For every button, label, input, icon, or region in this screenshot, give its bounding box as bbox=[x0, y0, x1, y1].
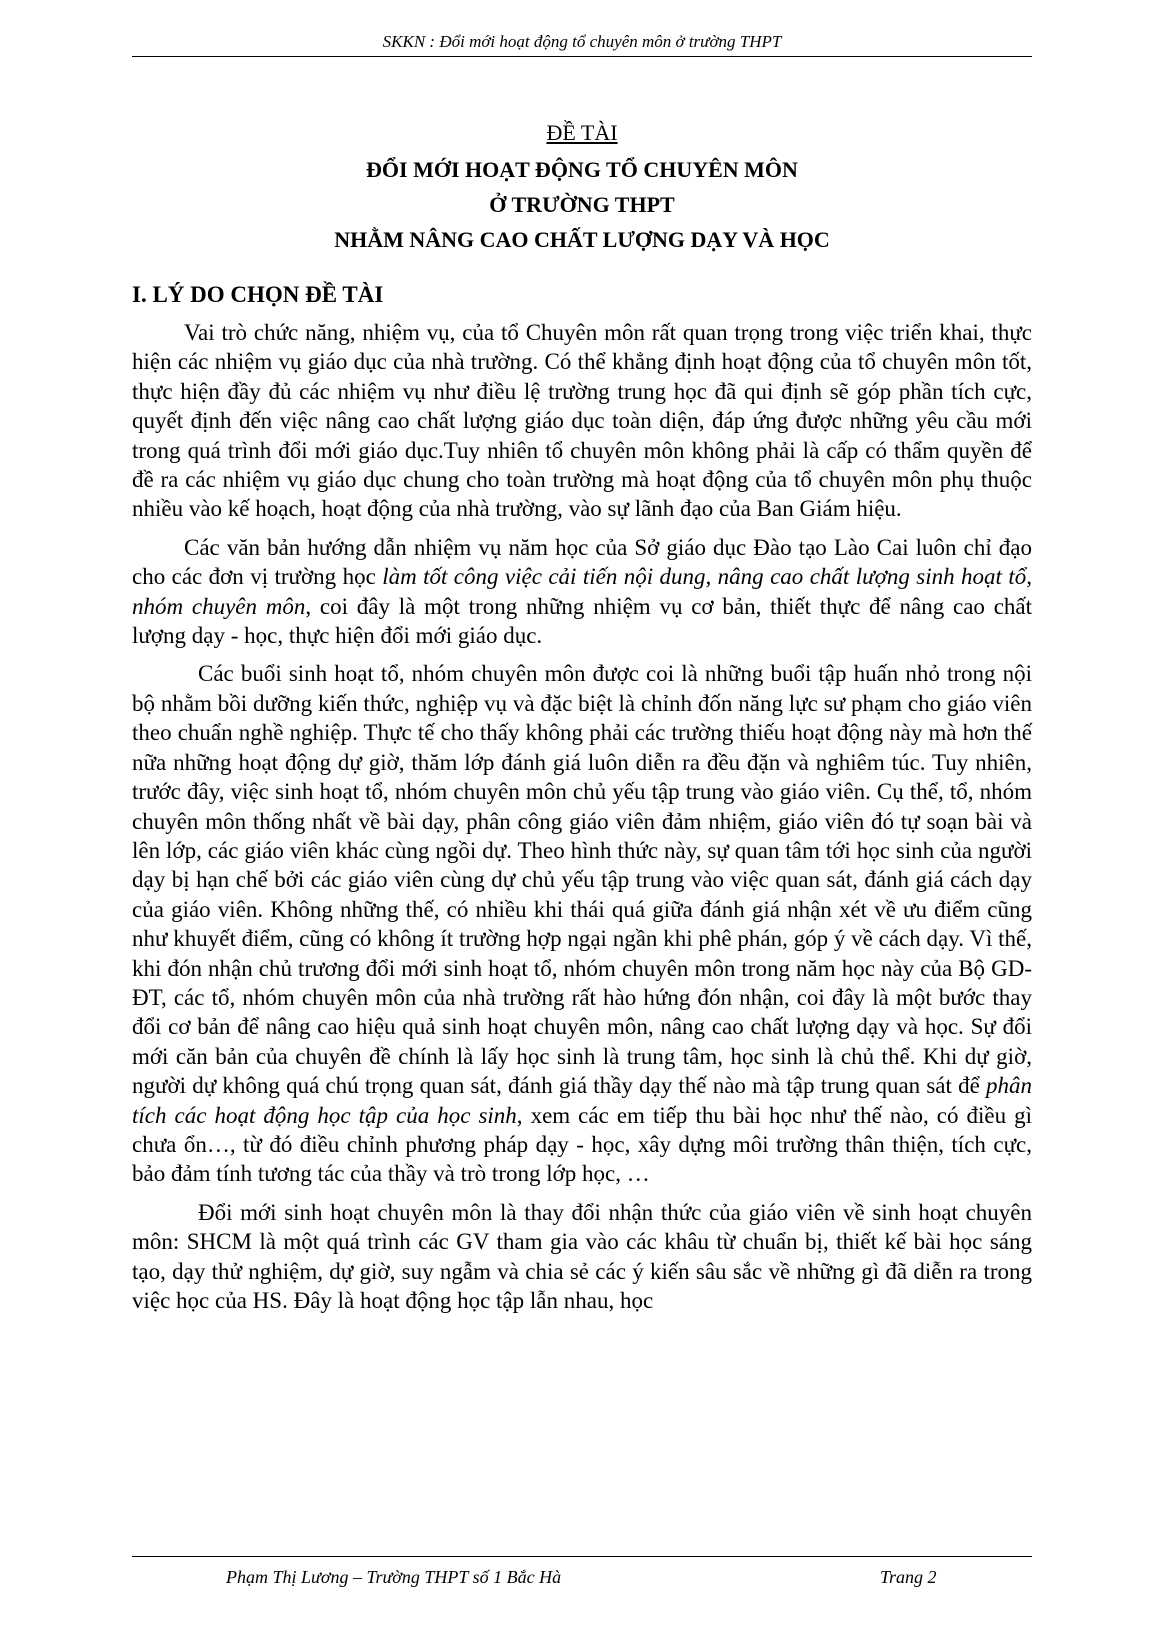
paragraph-3-text-a: Các buổi sinh hoạt tổ, nhóm chuyên môn được coi là những buổi tập huấn nhỏ trong nội bộ nhằm bồi dưỡng kiến thức, nghiệp vụ và đặc biệt là chỉnh đốn năng lực sư phạm cho giáo viên theo chuẩn nghề nghiệp. Thực tế cho thấy không phải các trường thiếu hoạt động này mà hơn thế nữa những hoạt động dự giờ, thăm lớp đánh giá luôn diễn ra đều đặn và nghiêm túc. Tuy nhiên, trước đây, việc sinh hoạt tổ, nhóm chuyên môn chủ yếu tập trung vào giáo viên. Cụ thể, tổ, nhóm chuyên môn thống nhất về bài dạy, phân công giáo viên đảm nhiệm, giáo viên đó tự soạn bài và lên lớp, các giáo viên khác cùng ngồi dự. Theo hình thức này, sự quan tâm tới học sinh của người dạy bị hạn chế bởi các giáo viên cùng dự chủ yếu tập trung vào việc quan sát, đánh giá cách dạy của giáo viên. Không những thế, có nhiều khi thái quá giữa đánh giá nhận xét về ưu điểm cũng như khuyết điểm, cũng có không ít trường hợp ngại ngần khi phê phán, góp ý về cách dạy. Vì thế, khi đón nhận chủ trương đổi mới sinh hoạt tổ, nhóm chuyên môn trong năm học này của Bộ GD-ĐT, các tổ, nhóm chuyên môn của nhà trường rất hào hứng đón nhận, coi đây là một bước thay đổi cơ bản để nâng cao hiệu quả sinh hoạt chuyên môn, nâng cao chất lượng dạy và học. Sự đổi mới căn bản của chuyên đề chính là lấy học sinh là trung tâm, học sinh là chủ thể. Khi dự giờ, người dự không quá chú trọng quan sát, đánh giá thầy dạy thế nào mà tập trung quan sát để bbox=[132, 661, 1032, 1099]
running-header: SKKN : Đổi mới hoạt động tổ chuyên môn ở trường THPT bbox=[382, 32, 782, 51]
paragraph-4: Đổi mới sinh hoạt chuyên môn là thay đổi nhận thức của giáo viên về sinh hoạt chuyên môn: SHCM là một quá trình các GV tham gia vào các khâu từ chuẩn bị, thiết kế bài học sáng tạo, dạy thử nghiệm, dự giờ, suy ngẫm và chia sẻ các ý kiến sâu sắc về những gì đã diễn ra trong việc học của HS. Đây là hoạt động học tập lẫn nhau, học bbox=[132, 1199, 1032, 1313]
paragraph-1: Vai trò chức năng, nhiệm vụ, của tổ Chuyên môn rất quan trọng trong việc triển khai, thực hiện các nhiệm vụ giáo dục của nhà trường. Có thể khẳng định hoạt động của tổ chuyên môn tốt, thực hiện đầy đủ các nhiệm vụ như điều lệ trường trung học đã qui định sẽ góp phần tích cực, quyết định đến việc nâng cao chất lượng giáo dục toàn diện, đáp ứng được những yêu cầu mới trong quá trình đổi mới giáo dục.Tuy nhiên tổ chuyên môn không phải là cấp có thẩm quyền để đề ra các nhiệm vụ giáo dục chung cho toàn trường mà hoạt động của tổ chuyên môn phụ thuộc nhiều vào kế hoạch, hoạt động của nhà trường, vào sự lãnh đạo của Ban Giám hiệu. bbox=[132, 320, 1032, 522]
topic-label: ĐỀ TÀI bbox=[546, 120, 618, 145]
body-text bbox=[132, 318, 1032, 1324]
paragraph-2-text-c: , coi đây là một trong những nhiệm vụ cơ bản, thiết thực để nâng cao chất lượng dạy - học, thực hiện đổi mới giáo dục. bbox=[132, 593, 1032, 649]
title-line-1: ĐỔI MỚI HOẠT ĐỘNG TỔ CHUYÊN MÔN bbox=[366, 157, 798, 182]
paragraph-2-italic: làm tốt công việc cải tiến nội dung, nâng cao chất lượng sinh hoạt tổ, nhóm chuyên môn bbox=[132, 564, 1032, 619]
page-number: Trang 2 bbox=[880, 1567, 937, 1587]
paragraph-3-text-c: , xem các em tiếp thu bài học như thế nào, có điều gì chưa ổn…, từ đó điều chỉnh phương pháp dạy - học, xây dựng môi trường thân thiện, tích cực, bảo đảm tính tương tác của thầy và trò trong lớp học, … bbox=[132, 1102, 1032, 1187]
footer-rule bbox=[132, 1556, 1032, 1557]
header-rule bbox=[132, 56, 1032, 57]
footer-author: Phạm Thị Lương – Trường THPT số 1 Bắc Hà bbox=[226, 1567, 562, 1587]
paragraph-3 bbox=[132, 659, 1032, 1188]
paragraph-2 bbox=[132, 533, 1032, 651]
section-heading: I. LÝ DO CHỌN ĐỀ TÀI bbox=[132, 282, 384, 307]
title-line-3: NHẰM NÂNG CAO CHẤT LƯỢNG DẠY VÀ HỌC bbox=[334, 227, 830, 252]
paragraph-2-text-a: Các văn bản hướng dẫn nhiệm vụ năm học của Sở giáo dục Đào tạo Lào Cai luôn chỉ đạo cho các đơn vị trường học bbox=[132, 534, 1032, 590]
title-line-2: Ở TRƯỜNG THPT bbox=[489, 192, 675, 217]
title-block bbox=[132, 114, 1032, 257]
paragraph-3-italic: phân tích các hoạt động học tập của học sinh bbox=[132, 1073, 1032, 1128]
